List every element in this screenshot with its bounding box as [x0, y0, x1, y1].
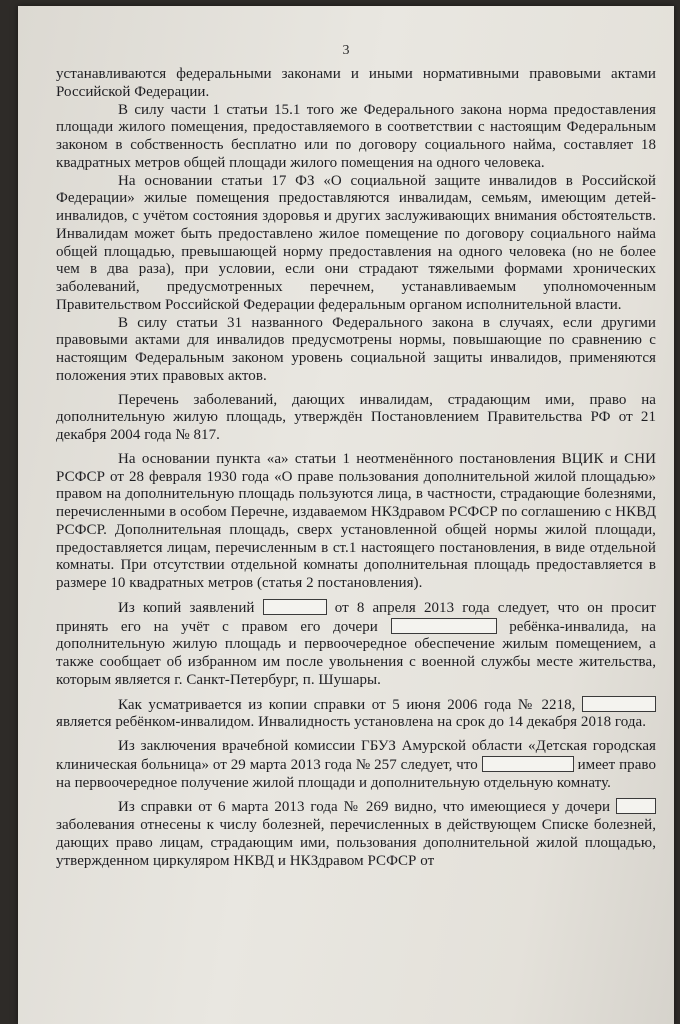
paragraph-9 [56, 738, 656, 792]
paragraph-8 [56, 696, 656, 733]
paragraph-8-part-a: Как усматривается из копии справки от 5 июня 2006 года № 2218, [118, 696, 576, 713]
redaction-box [391, 618, 497, 634]
paragraph-7 [56, 599, 656, 690]
paragraph-1: устанавливаются федеральными законами и иными нормативными правовыми актами Российской Федерации. [56, 66, 656, 100]
redaction-box [582, 696, 656, 712]
paragraph-9-part-a: Из заключения врачебной комиссии ГБУЗ Амурской области «Детская городская клиническая больница» от 29 марта 2013 года № 257 следует, что [56, 738, 656, 773]
paragraph-8-part-b: является ребёнком-инвалидом. Инвалидность установлена на срок до 14 декабря 2018 года. [56, 714, 647, 731]
paragraph-7-part-b: от 8 апреля 2013 года следует, что он просит принять его на учёт с правом его дочери [56, 599, 656, 635]
paragraph-9-part-b: имеет право на первоочередное получение жилой площади и дополнительную отдельную комнату. [56, 756, 656, 791]
paragraph-10-part-a: Из справки от 6 марта 2013 года № 269 видно, что имеющиеся у дочери [118, 799, 611, 816]
paragraph-6: На основании пункта «а» статьи 1 неотменённого постановления ВЦИК и СНИ РСФСР от 28 февраля 1930 года «О праве пользования дополнительной жилой площадью» правом на дополнительную площадь пользуются лица, в частности, страдающие болезнями, перечисленными в особом Перечне, издаваемом НКЗдравом РСФСР по соглашению с НКВД РСФСР. Дополнительная площадь, сверх установленной общей нормы жилой площади, предоставляется лицам, перечисленным в ст.1 настоящего постановления, в виде отдельной комнаты. При отсутствии отдельной комнаты дополнительная площадь предоставляется в размере 10 квадратных метров (статья 2 постановления). [56, 450, 656, 591]
paragraph-7-part-c: ребёнка-инвалида, на дополнительную жилую площадь и первоочередное обеспечение жилым помещением, а также сообщает об избранном им после увольнения с военной службы месте жительства, которым является г. Санкт-Петербург, п. Шушары. [56, 618, 656, 688]
paragraph-10 [56, 798, 656, 870]
document-page [18, 6, 674, 1024]
paragraph-10-part-b: заболевания отнесены к числу болезней, перечисленных в действующем Списке болезней, дающих право лицам, страдающим ими, пользования дополнительной жилой площадью, утвержденном циркуляром НКВД и НКЗдравом РСФСР от [56, 817, 656, 869]
paragraph-2: В силу части 1 статьи 15.1 того же Федерального закона норма предоставления площади жилого помещения, предоставляемого в соответствии с настоящим Федеральным законом в собственность бесплатно или по договору социального найма, составляет 18 квадратных метров общей площади жилого помещения на одного человека. [56, 101, 656, 171]
page-number: 3 [342, 43, 350, 58]
redaction-box [482, 756, 574, 772]
paragraph-4: В силу статьи 31 названного Федерального закона в случаях, если другими правовыми актами для инвалидов предусмотрены нормы, повышающие по сравнению с настоящим Федеральным законом уровень социальной защиты инвалидов, применяются положения этих правовых актов. [56, 314, 656, 384]
paragraph-3: На основании статьи 17 ФЗ «О социальной защите инвалидов в Российской Федерации» жилые помещения предоставляются инвалидам, семьям, имеющим детей-инвалидов, с учётом состояния здоровья и других заслуживающих внимания обстоятельств. Инвалидам может быть предоставлено жилое помещение по договору социального найма общей площадью, превышающей норму предоставления на одного человека (но не более чем в два раза), при условии, если они страдают тяжелыми формами хронических заболеваний, предусмотренных перечнем, устанавливаемым уполномоченным Правительством Российской Федерации федеральным органом исполнительной власти. [56, 172, 656, 313]
redaction-box [616, 798, 656, 814]
paragraph-7-part-a: Из копий заявлений [118, 599, 255, 616]
redaction-box [263, 599, 327, 615]
paragraph-5: Перечень заболеваний, дающих инвалидам, страдающим ими, право на дополнительную жилую площадь, утверждён Постановлением Правительства РФ от 21 декабря 2004 года № 817. [56, 391, 656, 443]
document-body [56, 66, 656, 870]
